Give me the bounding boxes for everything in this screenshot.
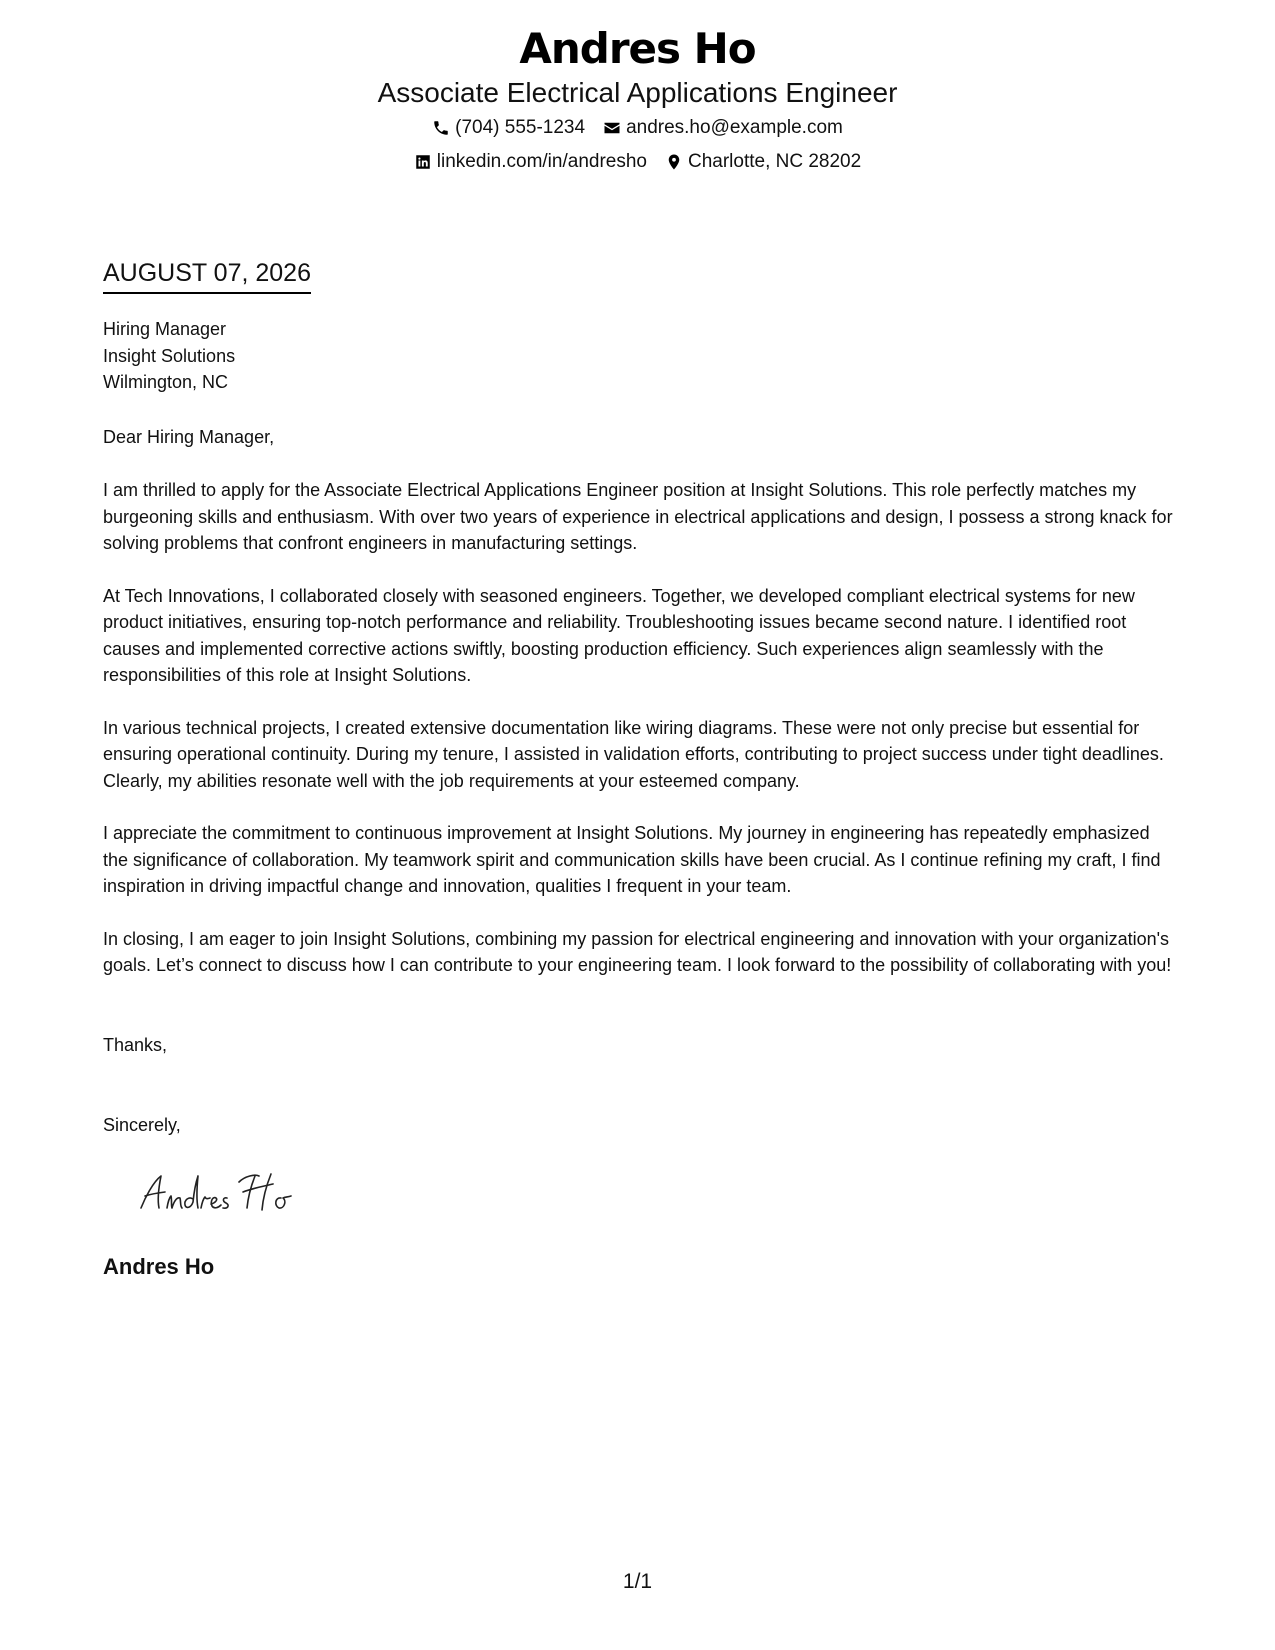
email-text[interactable]: andres.ho@example.com [626,117,843,138]
page-number: 1/1 [622,1570,653,1593]
contact-row-1 [0,112,1275,144]
phone-icon [432,119,450,137]
phone-text: (704) 555-1234 [455,117,586,138]
letter-header [0,22,1275,178]
contact-phone [432,112,585,144]
location-text: Charlotte, NC 28202 [687,151,862,172]
contact-email[interactable] [603,112,843,144]
envelope-icon [603,119,621,137]
letter-date: AUGUST 07, 2026 [103,258,311,294]
closing-sincerely: Sincerely, [103,1115,181,1135]
contact-linkedin[interactable] [414,146,647,178]
recipient-block [103,316,1178,396]
body-paragraph: In various technical projects, I created extensive documentation like wiring diagrams. These were not only precise but essential for ensuring operational continuity. During my tenure, I assisted in validation efforts, contributing to project success under tight deadlines. Clearly, my abilities resonate well with the job requirements at your esteemed company. [103,717,1164,791]
applicant-name: Andres Ho [519,24,756,73]
signer-name: Andres Ho [103,1254,215,1279]
body-paragraph: I appreciate the commitment to continuous improvement at Insight Solutions. My journey in engineering has repeatedly emphasized the significance of collaboration. My teamwork spirit and communication skills have been crucial. As I continue refining my craft, I find inspiration in driving impactful change and innovation, qualities I frequent in your team. [103,823,1161,896]
body-paragraph: I am thrilled to apply for the Associate Electrical Applications Engineer position at Insight Solutions. This role perfectly matches my burgeoning skills and enthusiasm. With over two years of experience in electrical applications and design, I possess a strong knack for solving problems that confront engineers in manufacturing settings. [103,480,1173,553]
recipient-line: Insight Solutions [103,345,236,366]
body-paragraph: At Tech Innovations, I collaborated closely with seasoned engineers. Together, we developed compliant electrical systems for new product initiatives, ensuring top-notch performance and reliability. Troubleshooting issues became second nature. I identified root causes and implemented corrective actions swiftly, boosting production efficiency. Such experiences align seamlessly with the responsibilities of this role at Insight Solutions. [103,585,1135,685]
applicant-title: Associate Electrical Applications Engineer [377,77,898,108]
body-paragraph: In closing, I am eager to join Insight Solutions, combining my passion for electrical engineering and innovation with your organization's goals. Let’s connect to discuss how I can contribute to your engineering team. I look forward to the possibility of collaborating with you! [103,928,1172,975]
recipient-line: Wilmington, NC [103,372,229,392]
signature-drawing [135,1168,335,1218]
handwritten-signature [135,1168,335,1223]
recipient-line: Hiring Manager [103,319,227,339]
contact-row-2 [0,146,1275,178]
closing-thanks: Thanks, [103,1035,168,1055]
letter-body [103,477,1178,1005]
linkedin-text[interactable]: linkedin.com/in/andresho [436,151,647,172]
contact-location [665,146,861,178]
map-pin-icon [665,153,683,171]
linkedin-icon [414,153,432,171]
salutation: Dear Hiring Manager, [103,427,275,447]
